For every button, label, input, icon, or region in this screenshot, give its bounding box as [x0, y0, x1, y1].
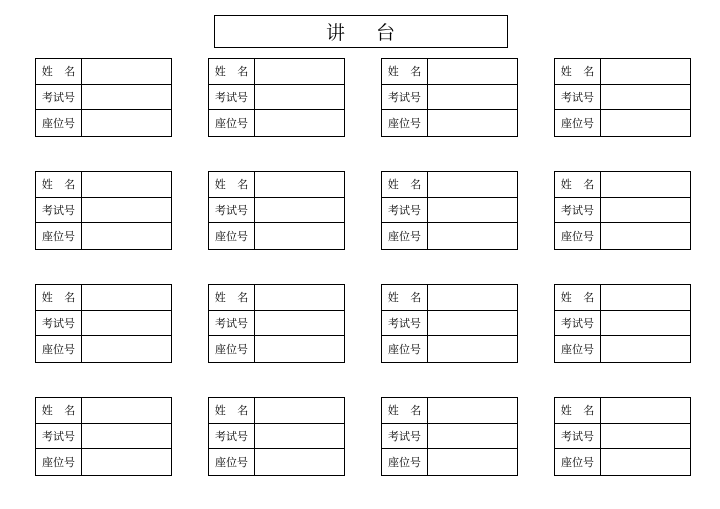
seat-no-label: 座位号: [42, 343, 75, 357]
seat-no-value: [82, 449, 171, 475]
seat-card: [35, 397, 172, 476]
name-label: 姓 名: [560, 291, 599, 305]
name-label-cell: [382, 398, 428, 424]
seat-no-label: 座位号: [388, 343, 421, 357]
seat-no-value: [428, 110, 517, 136]
seat-no-label: 座位号: [42, 117, 75, 131]
seat-no-label: 座位号: [215, 343, 248, 357]
seat-card: [381, 171, 518, 250]
name-label-cell: [555, 172, 601, 198]
name-label: 姓 名: [41, 65, 80, 79]
exam-no-label-cell: [555, 311, 601, 337]
exam-no-value: [82, 311, 171, 337]
name-value: [428, 172, 517, 198]
exam-no-label: 考试号: [561, 316, 594, 330]
exam-no-label: 考试号: [388, 90, 421, 104]
seat-card: [35, 171, 172, 250]
exam-no-value: [255, 198, 344, 224]
name-label-cell: [382, 172, 428, 198]
name-label-cell: [555, 59, 601, 85]
seat-no-value: [82, 110, 171, 136]
exam-no-value: [255, 424, 344, 450]
exam-no-value: [428, 85, 517, 111]
seat-no-value: [255, 336, 344, 362]
podium-char-2: 台: [376, 22, 397, 44]
name-label-cell: [382, 285, 428, 311]
name-label-cell: [209, 398, 255, 424]
seat-no-label-cell: [209, 110, 255, 136]
seat-card: [35, 284, 172, 363]
name-label-cell: [555, 285, 601, 311]
name-value: [601, 59, 690, 85]
seat-no-value: [601, 223, 690, 249]
name-value: [82, 59, 171, 85]
exam-no-label-cell: [555, 85, 601, 111]
seat-no-label-cell: [555, 110, 601, 136]
name-value: [82, 285, 171, 311]
exam-no-label: 考试号: [42, 90, 75, 104]
seat-card: [554, 397, 691, 476]
seat-card: [208, 397, 345, 476]
seat-no-value: [428, 336, 517, 362]
exam-no-value: [255, 85, 344, 111]
exam-no-label: 考试号: [215, 316, 248, 330]
seat-card: [381, 58, 518, 137]
seat-no-label: 座位号: [215, 230, 248, 244]
exam-no-label: 考试号: [388, 316, 421, 330]
seat-no-label: 座位号: [42, 456, 75, 470]
name-label-cell: [36, 59, 82, 85]
exam-no-label-cell: [36, 85, 82, 111]
seat-card: [208, 171, 345, 250]
name-value: [255, 398, 344, 424]
exam-no-value: [601, 198, 690, 224]
name-label-cell: [555, 398, 601, 424]
seat-no-value: [601, 110, 690, 136]
name-label: 姓 名: [387, 291, 426, 305]
exam-no-value: [82, 424, 171, 450]
seat-card: [35, 58, 172, 137]
seat-no-label: 座位号: [215, 456, 248, 470]
seat-no-value: [428, 449, 517, 475]
name-value: [428, 59, 517, 85]
seat-no-value: [255, 449, 344, 475]
exam-no-value: [601, 311, 690, 337]
seat-card: [554, 284, 691, 363]
exam-no-label-cell: [209, 424, 255, 450]
seat-no-label: 座位号: [561, 230, 594, 244]
exam-no-label: 考试号: [42, 203, 75, 217]
exam-no-value: [428, 311, 517, 337]
seat-no-label-cell: [382, 336, 428, 362]
seat-no-value: [428, 223, 517, 249]
seat-no-value: [82, 223, 171, 249]
name-value: [601, 172, 690, 198]
name-label-cell: [36, 172, 82, 198]
exam-no-label-cell: [209, 198, 255, 224]
seat-card: [554, 58, 691, 137]
exam-no-label: 考试号: [561, 429, 594, 443]
exam-no-label: 考试号: [388, 203, 421, 217]
exam-no-value: [428, 198, 517, 224]
seat-no-label-cell: [209, 223, 255, 249]
seat-no-label: 座位号: [561, 456, 594, 470]
name-label: 姓 名: [214, 178, 253, 192]
exam-no-label: 考试号: [388, 429, 421, 443]
seat-no-label-cell: [209, 336, 255, 362]
name-value: [428, 398, 517, 424]
name-label: 姓 名: [214, 65, 253, 79]
seat-no-label-cell: [382, 223, 428, 249]
exam-no-label-cell: [555, 424, 601, 450]
name-value: [255, 285, 344, 311]
seat-no-label: 座位号: [388, 117, 421, 131]
exam-no-label-cell: [36, 424, 82, 450]
name-value: [601, 398, 690, 424]
seat-card: [554, 171, 691, 250]
exam-no-label-cell: [36, 198, 82, 224]
exam-no-value: [428, 424, 517, 450]
name-value: [255, 59, 344, 85]
name-label: 姓 名: [560, 404, 599, 418]
name-label: 姓 名: [41, 291, 80, 305]
exam-no-label-cell: [382, 424, 428, 450]
name-value: [82, 398, 171, 424]
exam-no-label-cell: [382, 85, 428, 111]
name-label: 姓 名: [214, 291, 253, 305]
seat-no-label: 座位号: [388, 456, 421, 470]
seat-no-label-cell: [36, 336, 82, 362]
exam-no-label: 考试号: [215, 90, 248, 104]
seat-no-label: 座位号: [42, 230, 75, 244]
exam-no-label: 考试号: [42, 316, 75, 330]
seat-card: [381, 397, 518, 476]
name-label: 姓 名: [387, 404, 426, 418]
name-value: [428, 285, 517, 311]
seat-no-value: [82, 336, 171, 362]
name-label-cell: [382, 59, 428, 85]
exam-no-label-cell: [555, 198, 601, 224]
seat-no-value: [255, 223, 344, 249]
seat-no-value: [601, 449, 690, 475]
exam-no-label: 考试号: [215, 203, 248, 217]
seat-no-label-cell: [555, 223, 601, 249]
name-label: 姓 名: [41, 404, 80, 418]
exam-no-label-cell: [209, 85, 255, 111]
seat-no-value: [255, 110, 344, 136]
exam-no-label-cell: [36, 311, 82, 337]
exam-no-value: [601, 424, 690, 450]
podium-char-1: 讲: [325, 22, 346, 44]
exam-no-label-cell: [382, 198, 428, 224]
seat-no-value: [601, 336, 690, 362]
seat-no-label-cell: [382, 449, 428, 475]
exam-no-label-cell: [209, 311, 255, 337]
name-label-cell: [209, 285, 255, 311]
name-label: 姓 名: [41, 178, 80, 192]
seat-no-label-cell: [555, 449, 601, 475]
seat-no-label: 座位号: [561, 343, 594, 357]
exam-no-value: [601, 85, 690, 111]
seat-card: [208, 284, 345, 363]
name-value: [255, 172, 344, 198]
exam-no-label-cell: [382, 311, 428, 337]
exam-no-label: 考试号: [42, 429, 75, 443]
exam-no-label: 考试号: [215, 429, 248, 443]
name-value: [601, 285, 690, 311]
exam-no-label: 考试号: [561, 203, 594, 217]
seat-no-label-cell: [36, 223, 82, 249]
seat-no-label: 座位号: [215, 117, 248, 131]
name-label: 姓 名: [560, 65, 599, 79]
exam-no-value: [82, 198, 171, 224]
seat-card: [381, 284, 518, 363]
name-value: [82, 172, 171, 198]
seat-no-label-cell: [555, 336, 601, 362]
name-label: 姓 名: [387, 178, 426, 192]
name-label-cell: [209, 59, 255, 85]
name-label: 姓 名: [214, 404, 253, 418]
seat-no-label: 座位号: [388, 230, 421, 244]
name-label-cell: [36, 398, 82, 424]
exam-no-label: 考试号: [561, 90, 594, 104]
name-label: 姓 名: [387, 65, 426, 79]
podium-box: [214, 15, 508, 48]
name-label-cell: [36, 285, 82, 311]
name-label-cell: [209, 172, 255, 198]
seat-no-label-cell: [382, 110, 428, 136]
exam-no-value: [255, 311, 344, 337]
exam-no-value: [82, 85, 171, 111]
seat-no-label: 座位号: [561, 117, 594, 131]
seat-card: [208, 58, 345, 137]
seat-no-label-cell: [209, 449, 255, 475]
seat-no-label-cell: [36, 110, 82, 136]
seat-no-label-cell: [36, 449, 82, 475]
name-label: 姓 名: [560, 178, 599, 192]
